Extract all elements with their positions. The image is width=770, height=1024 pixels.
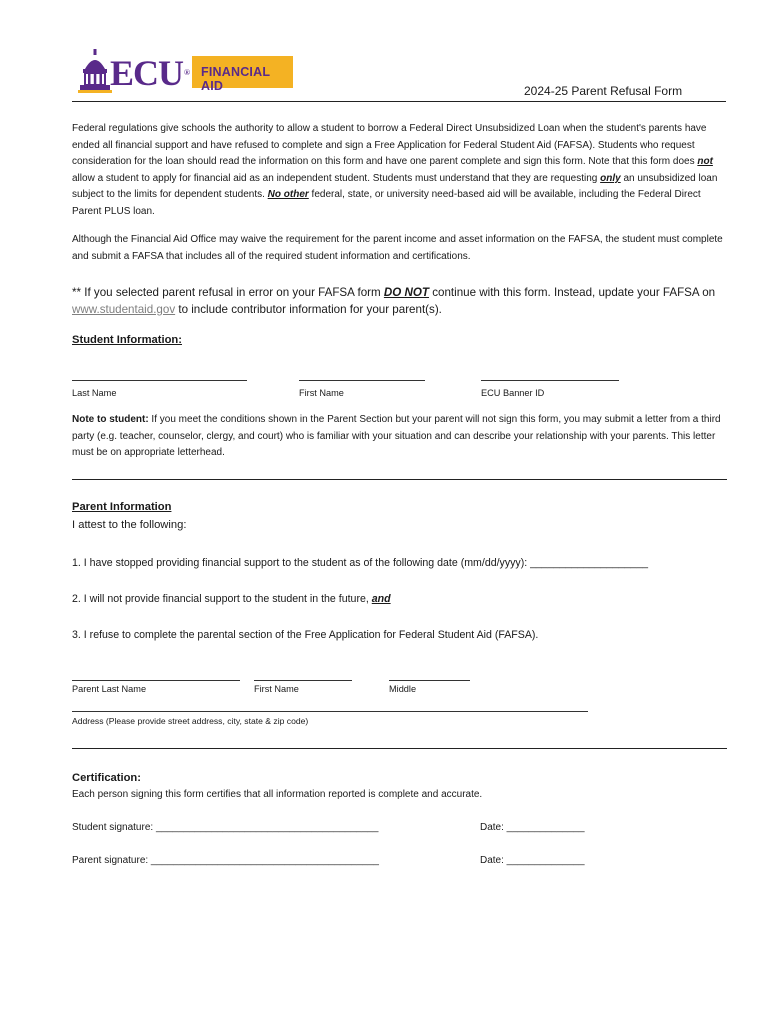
statement-1: 1. I have stopped providing financial support to the student as of the following date (mm/dd/yyyy): ____________________ (72, 557, 648, 569)
statement-2: 2. I will not provide financial support to the student in the future, and (72, 593, 391, 605)
parent-last-name-label: Parent Last Name (72, 684, 147, 694)
parent-first-name-field[interactable] (254, 680, 352, 681)
fafsa-requirement-paragraph: Although the Financial Aid Office may waive the requirement for the parent income and asset information on the FAFSA, the student must complete and submit a FAFSA that includes all of the required student information and certifications. (72, 234, 723, 262)
parent-first-name-label: First Name (254, 684, 299, 694)
student-date-field[interactable]: Date: ______________ (480, 822, 585, 833)
intro-paragraph: Federal regulations give schools the authority to allow a student to borrow a Federal Direct Unsubsidized Loan when the student's parents have ended all financial support and have refused to complete and sign a Free Application for Federal Student Aid (FAFSA). Students who request consideration for the loan should read the information on this form and have one parent complete and sign this form. Note that this form does not allow a student to apply for financial aid as an independent student. Students must understand that they are requesting only an unsubsidized loan subject to the limits for dependent students. No other federal, state, or university need-based aid will be available, including the Federal Direct Parent PLUS loan. (72, 123, 718, 217)
parent-address-field[interactable] (72, 711, 588, 712)
student-first-name-label: First Name (299, 388, 344, 398)
ecu-banner-id-field[interactable] (481, 380, 619, 381)
section-divider-parent (72, 479, 727, 480)
parent-date-field[interactable]: Date: ______________ (480, 855, 585, 866)
certification-heading: Certification: (72, 772, 141, 784)
form-title: 2024-25 Parent Refusal Form (524, 84, 683, 98)
student-first-name-field[interactable] (299, 380, 425, 381)
parent-last-name-field[interactable] (72, 680, 240, 681)
parent-middle-name-field[interactable] (389, 680, 470, 681)
note-to-student: Note to student: If you meet the conditions shown in the Parent Section but your parent will not sign this form, you may submit a letter from a third party (e.g. teacher, counselor, clergy, and court) who is familiar with your situation and can describe your relationship with your parents. This letter must be on appropriate letterhead. (72, 414, 721, 459)
cupola-icon (78, 49, 112, 95)
logo-wordmark: ECU® (110, 53, 189, 93)
parent-refusal-notice: ** If you selected parent refusal in error on your FAFSA form DO NOT continue with this form. Instead, update your FAFSA on www.studentaid.gov to include contributor information for your parent(s). (72, 286, 716, 316)
attest-text: I attest to the following: (72, 519, 187, 531)
statement-3: 3. I refuse to complete the parental section of the Free Application for Federal Student Aid (FAFSA). (72, 629, 539, 641)
parent-address-label: Address (Please provide street address, city, state & zip code) (72, 716, 309, 726)
ecu-banner-id-label: ECU Banner ID (481, 388, 545, 398)
student-signature-field[interactable]: Student signature: ________________________________________ (72, 822, 379, 833)
financial-aid-badge: FINANCIAL AID (192, 56, 293, 88)
student-information-heading: Student Information: (72, 334, 182, 346)
header-divider (72, 101, 726, 102)
parent-information-heading: Parent Information (72, 501, 172, 513)
studentaid-link[interactable]: www.studentaid.gov (72, 303, 176, 316)
student-last-name-field[interactable] (72, 380, 247, 381)
parent-signature-field[interactable]: Parent signature: _________________________________________ (72, 855, 379, 866)
certification-text: Each person signing this form certifies that all information reported is complete and accurate. (72, 789, 483, 800)
ecu-financial-aid-logo (78, 49, 294, 95)
section-divider-certification (72, 748, 727, 749)
parent-middle-name-label: Middle (389, 684, 417, 694)
student-last-name-label: Last Name (72, 388, 117, 398)
